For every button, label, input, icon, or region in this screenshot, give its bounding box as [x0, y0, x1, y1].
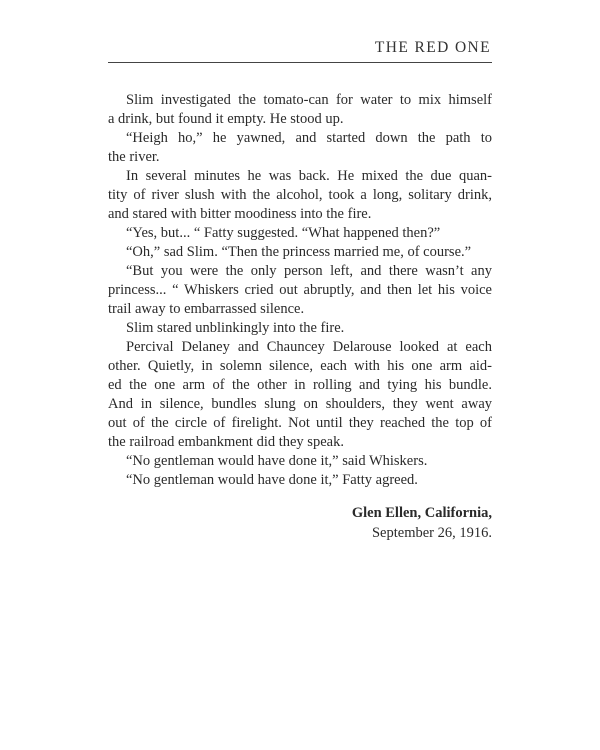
signature-place: Glen Ellen, California, — [351, 505, 492, 521]
text-line: “Yes, but... “ Fatty suggested. “What happened then?” — [126, 225, 441, 241]
text-line: tity of river slush with the alcohol, took a long, solitary drink, — [108, 187, 492, 203]
text-line: trail away to embarrassed silence. — [108, 301, 305, 317]
text-line: “No gentleman would have done it,” said Whiskers. — [126, 453, 428, 469]
text-line: And in silence, bundles slung on shoulders, they went away — [108, 396, 492, 412]
text-line: other. Quietly, in solemn silence, each with his one arm aid- — [108, 358, 492, 374]
text-line: a drink, but found it empty. He stood up. — [108, 111, 344, 127]
text-line: Slim investigated the tomato-can for water to mix himself — [126, 92, 492, 108]
text-line: “But you were the only person left, and there wasn’t any — [126, 263, 492, 279]
signature-date: September 26, 1916. — [371, 525, 492, 541]
text-line: the river. — [108, 149, 160, 165]
text-line: ed the one arm of the other in rolling and tying his bundle. — [108, 377, 492, 393]
text-line: In several minutes he was back. He mixed the due quan- — [126, 168, 492, 184]
text-line: out of the circle of firelight. Not until they reached the top of — [108, 415, 492, 431]
text-line: Slim stared unblinkingly into the fire. — [126, 320, 345, 336]
header-rule — [108, 62, 492, 63]
text-line: and stared with bitter moodiness into the fire. — [108, 206, 372, 222]
text-line: “Heigh ho,” he yawned, and started down the path to — [126, 130, 492, 146]
text-line: Percival Delaney and Chauncey Delarouse looked at each — [126, 339, 492, 355]
text-line: the railroad embankment did they speak. — [108, 434, 344, 450]
body-text — [108, 91, 492, 490]
running-head: THE RED ONE — [374, 39, 491, 56]
text-line: princess... “ Whiskers cried out abruptly, and then let his voice — [108, 282, 492, 298]
text-line: “No gentleman would have done it,” Fatty agreed. — [126, 472, 418, 488]
text-line: “Oh,” sad Slim. “Then the princess married me, of course.” — [126, 244, 472, 260]
